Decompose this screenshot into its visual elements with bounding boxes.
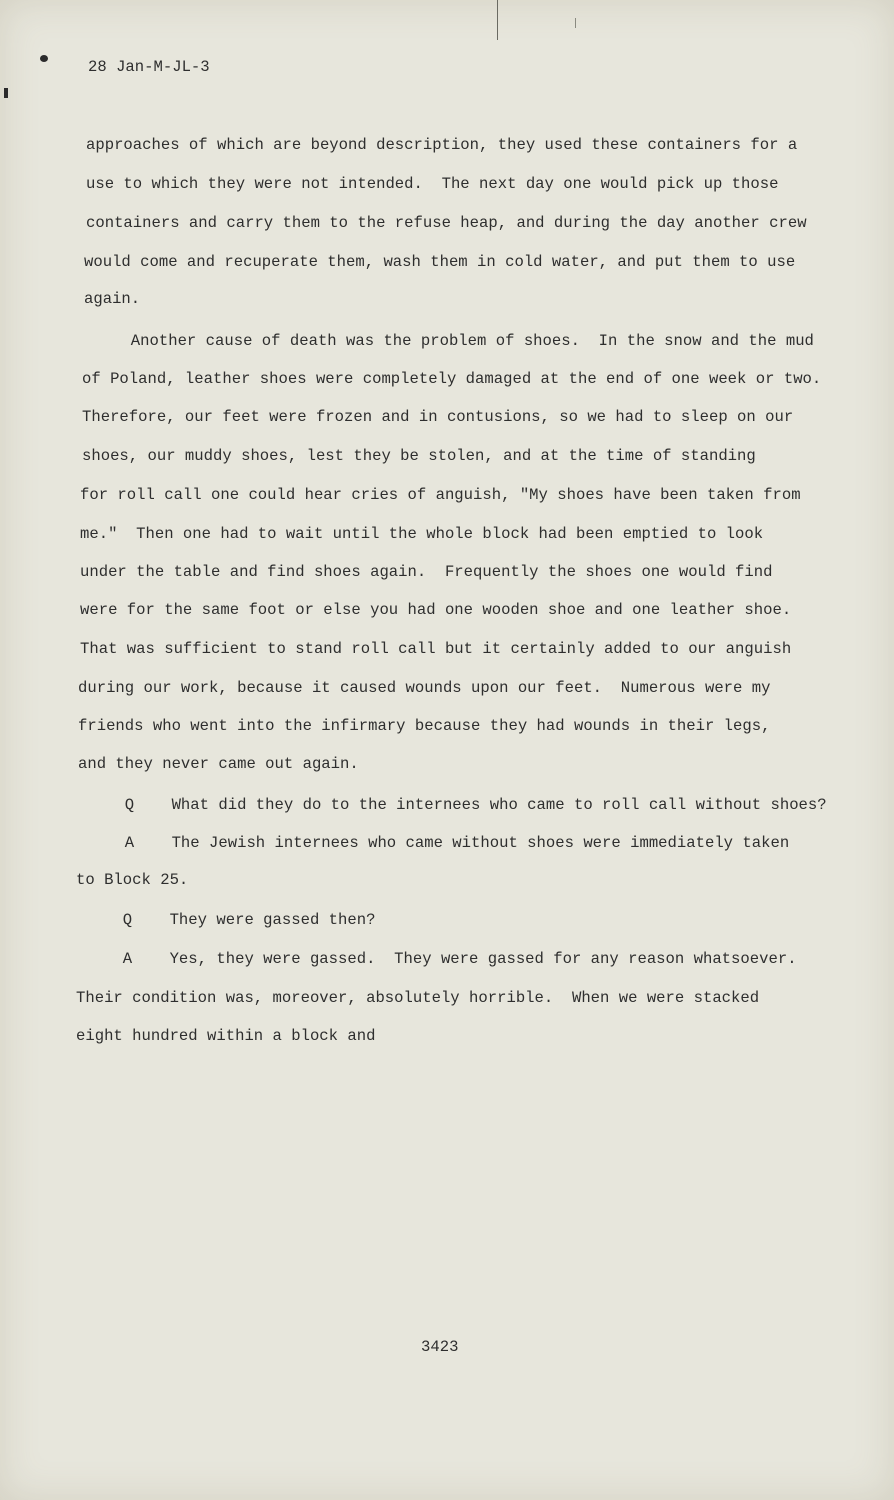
text-line: Therefore, our feet were frozen and in contusions, so we had to sleep on our <box>82 408 794 426</box>
fold-mark <box>497 0 498 40</box>
text-line: for roll call one could hear cries of anguish, "My shoes have been taken from <box>80 486 801 504</box>
fold-mark-small <box>575 18 576 28</box>
text-line: shoes, our muddy shoes, lest they be stolen, and at the time of standing <box>82 447 756 465</box>
text-line: friends who went into the infirmary because they had wounds in their legs, <box>78 717 771 735</box>
page-number: 3423 <box>421 1338 459 1356</box>
text-line: to Block 25. <box>76 871 189 889</box>
document-reference: 28 Jan-M-JL-3 <box>88 58 210 76</box>
text-line: Another cause of death was the problem of shoes. In the snow and the mud <box>84 332 814 350</box>
text-line: approaches of which are beyond description, they used these containers for a <box>86 136 798 154</box>
text-line: me." Then one had to wait until the whole block had been emptied to look <box>80 525 764 543</box>
answer-line: A Yes, they were gassed. They were gassed for any reason whatsoever. <box>76 950 797 968</box>
text-line: Their condition was, moreover, absolutely horrible. When we were stacked <box>76 989 760 1007</box>
text-line: were for the same foot or else you had one wooden shoe and one leather shoe. <box>80 601 792 619</box>
question-line: Q What did they do to the internees who came to roll call without shoes? <box>78 796 827 814</box>
edge-mark <box>4 88 8 98</box>
question-line: Q They were gassed then? <box>76 911 376 929</box>
answer-line: A The Jewish internees who came without shoes were immediately taken <box>78 834 790 852</box>
text-line: containers and carry them to the refuse heap, and during the day another crew <box>86 214 807 232</box>
text-line: use to which they were not intended. The next day one would pick up those <box>86 175 779 193</box>
text-line: under the table and find shoes again. Frequently the shoes one would find <box>80 563 773 581</box>
text-line: again. <box>84 290 141 308</box>
text-line: eight hundred within a block and <box>76 1027 376 1045</box>
text-line: That was sufficient to stand roll call but it certainly added to our anguish <box>80 640 792 658</box>
text-line: would come and recuperate them, wash them in cold water, and put them to use <box>84 253 796 271</box>
punch-hole-mark <box>40 55 48 62</box>
text-line: during our work, because it caused wounds upon our feet. Numerous were my <box>78 679 771 697</box>
text-line: and they never came out again. <box>78 755 359 773</box>
text-line: of Poland, leather shoes were completely damaged at the end of one week or two. <box>82 370 822 388</box>
